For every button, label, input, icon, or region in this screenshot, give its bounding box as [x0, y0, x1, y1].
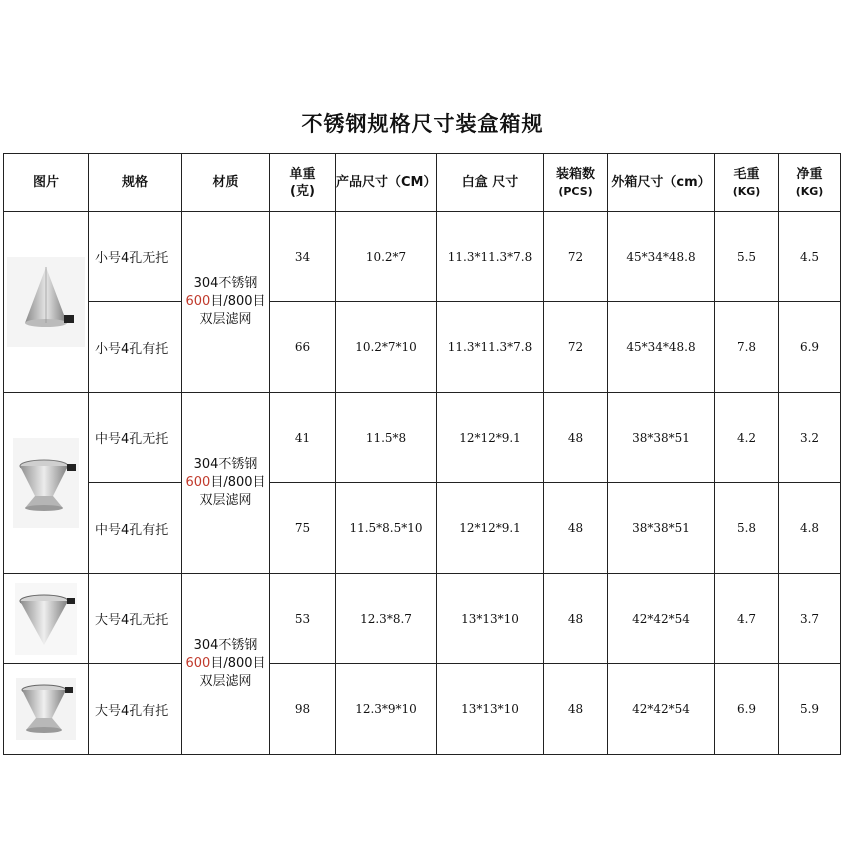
cell-material-medium	[182, 393, 270, 574]
cell-box-size: 12*12*9.1	[437, 393, 544, 483]
cell-product-size: 12.3*8.7	[336, 574, 437, 664]
cell-weight: 53	[270, 574, 336, 664]
header-gross-weight-l1: 毛重	[733, 166, 760, 182]
cell-pcs: 72	[544, 212, 608, 302]
cell-pcs: 72	[544, 302, 608, 393]
cell-net: 4.8	[779, 483, 841, 574]
cell-weight: 66	[270, 302, 336, 393]
header-per-carton-l2: (PCS)	[558, 184, 593, 198]
material-mesh-red: 600	[185, 475, 211, 490]
cell-net: 4.5	[779, 212, 841, 302]
cell-gross: 6.9	[715, 664, 779, 755]
material-line1: 304不锈钢	[193, 276, 258, 291]
cell-pcs: 48	[544, 664, 608, 755]
cell-box-size: 11.3*11.3*7.8	[437, 302, 544, 393]
header-net-weight-l2: (KG)	[795, 184, 824, 198]
cell-spec: 大号4孔有托	[89, 664, 182, 755]
cell-product-size: 12.3*9*10	[336, 664, 437, 755]
cell-net: 6.9	[779, 302, 841, 393]
cell-box-size: 13*13*10	[437, 574, 544, 664]
header-per-carton	[544, 154, 608, 212]
material-line3: 双层滤网	[199, 493, 252, 508]
cell-spec: 小号4孔无托	[89, 212, 182, 302]
header-unit-weight-l2: (克)	[290, 183, 315, 199]
cell-material-large	[182, 574, 270, 755]
material-line1: 304不锈钢	[193, 457, 258, 472]
cell-product-size: 11.5*8	[336, 393, 437, 483]
cell-net: 3.7	[779, 574, 841, 664]
table-row	[4, 483, 841, 574]
table-row	[4, 393, 841, 483]
cell-gross: 4.2	[715, 393, 779, 483]
cell-box-size: 11.3*11.3*7.8	[437, 212, 544, 302]
cell-box-size: 12*12*9.1	[437, 483, 544, 574]
material-mesh-rest: 目/800目	[210, 656, 266, 671]
large-stand-filter-image	[16, 678, 76, 740]
material-line1: 304不锈钢	[193, 638, 258, 653]
header-net-weight	[779, 154, 841, 212]
product-image-small	[4, 212, 89, 393]
cell-carton: 42*42*54	[608, 574, 715, 664]
header-gross-weight	[715, 154, 779, 212]
cell-pcs: 48	[544, 574, 608, 664]
cell-net: 5.9	[779, 664, 841, 755]
header-box-size: 白盒 尺寸	[437, 154, 544, 212]
cell-pcs: 48	[544, 483, 608, 574]
cell-carton: 45*34*48.8	[608, 302, 715, 393]
cell-spec: 小号4孔有托	[89, 302, 182, 393]
small-filter-image	[7, 257, 85, 347]
cell-carton: 42*42*54	[608, 664, 715, 755]
cell-carton: 38*38*51	[608, 483, 715, 574]
cell-carton: 38*38*51	[608, 393, 715, 483]
header-net-weight-l1: 净重	[796, 166, 823, 182]
cell-spec: 中号4孔有托	[89, 483, 182, 574]
header-carton-size: 外箱尺寸（cm）	[608, 154, 715, 212]
material-mesh-rest: 目/800目	[210, 475, 266, 490]
cell-spec: 中号4孔无托	[89, 393, 182, 483]
cell-pcs: 48	[544, 393, 608, 483]
table-row	[4, 212, 841, 302]
cell-gross: 5.8	[715, 483, 779, 574]
spec-table	[3, 153, 841, 755]
header-gross-weight-l2: (KG)	[732, 184, 761, 198]
table-row	[4, 664, 841, 755]
medium-filter-image	[13, 438, 79, 528]
cell-net: 3.2	[779, 393, 841, 483]
cell-weight: 98	[270, 664, 336, 755]
cell-product-size: 10.2*7*10	[336, 302, 437, 393]
header-per-carton-l1: 装箱数	[555, 166, 595, 182]
cell-gross: 7.8	[715, 302, 779, 393]
material-line3: 双层滤网	[199, 674, 252, 689]
header-unit-weight-l1: 单重	[289, 166, 316, 182]
header-material: 材质	[182, 154, 270, 212]
cell-gross: 5.5	[715, 212, 779, 302]
product-image-large-no-stand	[4, 574, 89, 664]
table-row	[4, 574, 841, 664]
product-image-medium	[4, 393, 89, 574]
header-product-size: 产品尺寸（CM）	[336, 154, 437, 212]
material-mesh-rest: 目/800目	[210, 294, 266, 309]
cell-weight: 75	[270, 483, 336, 574]
cell-box-size: 13*13*10	[437, 664, 544, 755]
table-row	[4, 302, 841, 393]
page-title: 不锈钢规格尺寸装盒箱规	[301, 111, 544, 136]
cell-weight: 34	[270, 212, 336, 302]
header-unit-weight	[270, 154, 336, 212]
product-image-large-with-stand	[4, 664, 89, 755]
material-mesh-red: 600	[185, 656, 211, 671]
cell-spec: 大号4孔无托	[89, 574, 182, 664]
cell-weight: 41	[270, 393, 336, 483]
large-filter-image	[15, 583, 77, 655]
cell-product-size: 11.5*8.5*10	[336, 483, 437, 574]
material-line3: 双层滤网	[199, 312, 252, 327]
cell-material-small	[182, 212, 270, 393]
cell-gross: 4.7	[715, 574, 779, 664]
header-spec: 规格	[89, 154, 182, 212]
cell-carton: 45*34*48.8	[608, 212, 715, 302]
cell-product-size: 10.2*7	[336, 212, 437, 302]
table-header-row	[4, 154, 841, 212]
material-mesh-red: 600	[185, 294, 211, 309]
header-image: 图片	[4, 154, 89, 212]
